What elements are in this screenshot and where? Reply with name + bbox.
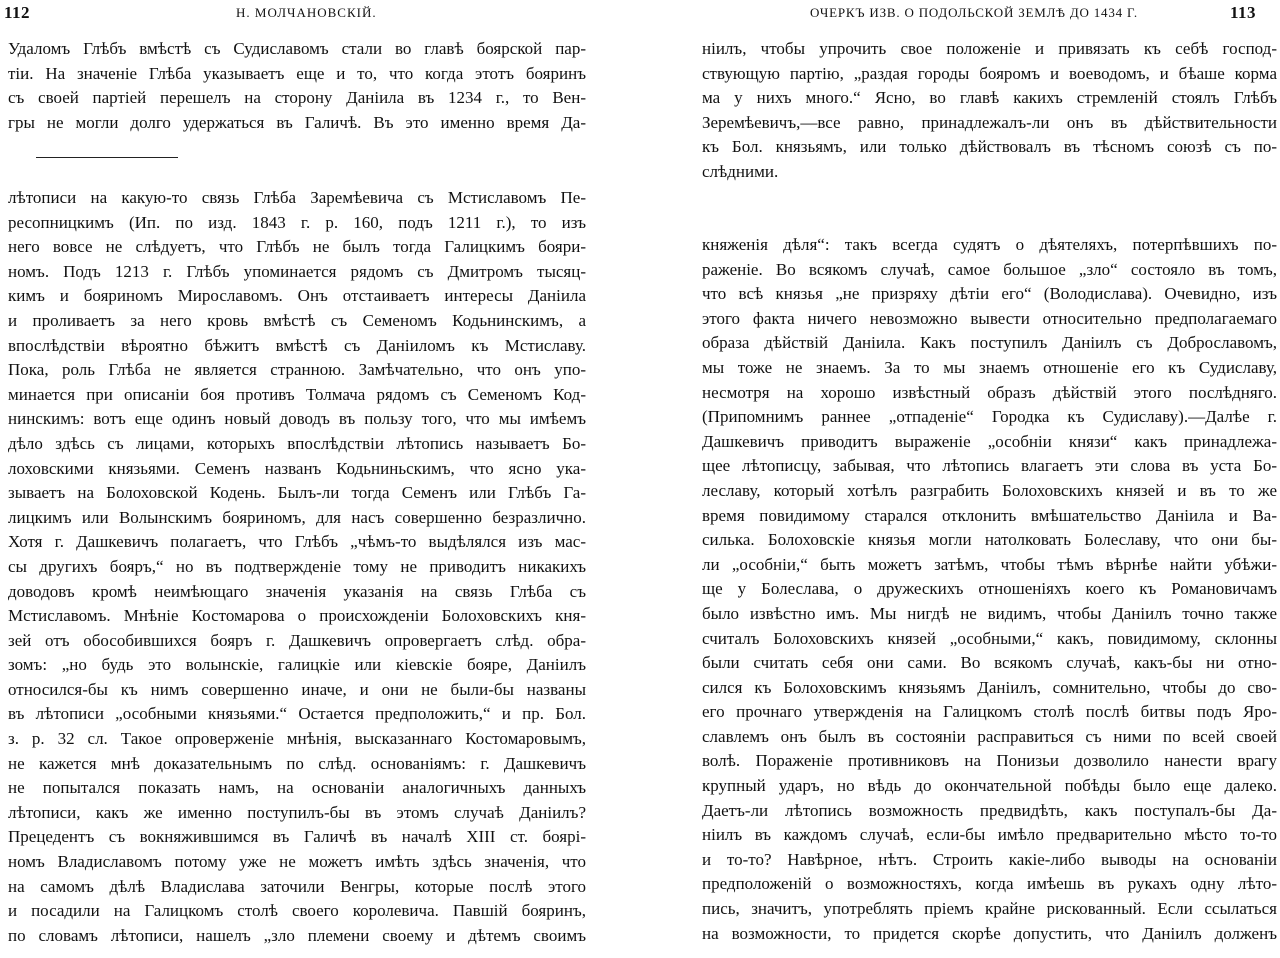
text-line: тіи. На значеніе Глѣба указываетъ еще и то, что когда этотъ бояринъ <box>8 63 586 83</box>
text-line: зываетъ на Болоховской Кодень. Былъ-ли тогда Семенъ или Глѣбъ Га- <box>8 483 586 503</box>
text-line: несмотря на хорошо извѣстный образъ дѣйствій этого послѣдняго. <box>702 382 1277 402</box>
text-line: сы другихъ бояръ,“ но въ подтвержденіе тому не приводитъ никакихъ <box>8 556 586 576</box>
text-line: зомъ: „но будь это волынскіе, галицкіе или кіевскіе бояре, Даніилъ <box>8 655 586 675</box>
text-line: дѣло здѣсь съ лицами, которыхъ впослѣдствіи лѣтопись называетъ Бо- <box>8 433 586 453</box>
text-line: номъ Владиславомъ потому уже не можетъ имѣть здѣсь значенія, что <box>8 852 586 872</box>
text-line: раженіе. Во всякомъ случаѣ, самое большое „зло“ состояло въ томъ, <box>702 259 1277 279</box>
text-line: Удаломъ Глѣбъ вмѣстѣ съ Судиславомъ стали во главѣ боярской пар- <box>8 39 586 58</box>
text-line: относился-бы къ нимъ совершенно иначе, и они не были-бы названы <box>8 679 586 699</box>
text-line: ресопницкимъ (Ип. по изд. 1843 г. р. 160, подъ 1211 г.), то изъ <box>8 212 586 232</box>
text-line: этого факта ничего невозможно вывести относительно предполагаемаго <box>702 308 1277 328</box>
text-line: Дашкевичъ приводитъ выраженіе „особніи князи“ какъ принадлежа- <box>702 431 1277 451</box>
text-line: зей отъ обособившихся бояръ г. Дашкевичъ опровергаетъ слѣд. обра- <box>8 630 586 650</box>
text-line: номъ. Подъ 1213 г. Глѣбъ упоминается рядомъ съ Дмитромъ тысяц- <box>8 261 586 281</box>
text-line: леславу, который хотѣлъ разграбить Болоховскихъ князей и въ то же <box>702 480 1277 500</box>
text-line: нинскимъ: вотъ еще одинъ новый доводъ въ пользу того, что мы имѣемъ <box>8 409 586 429</box>
text-line: кимъ и бояриномъ Мирославомъ. Онъ отстаиваетъ интересы Даніила <box>8 286 586 306</box>
text-line: въ лѣтописи „особными князьями.“ Остается предположить,“ и пр. Бол. <box>8 704 586 724</box>
text-line: ще у Болеслава, о дружескихъ отношеніяхъ коего къ Романовичамъ <box>702 579 1277 599</box>
text-line: Зеремѣевичъ,—все равно, принадлежалъ-ли онъ въ дѣйствительности <box>702 112 1277 132</box>
text-line: ли „особніи,“ быть можетъ затѣмъ, чтобы тѣмъ вѣрнѣе найти убѣжи- <box>702 554 1277 574</box>
text-line: и то-то? Навѣрное, нѣтъ. Строить какіе-либо выводы на основаніи <box>702 849 1277 869</box>
text-line: и проливаетъ за него кровь вмѣстѣ съ Семеномъ Кодьнинскимъ, а <box>8 310 586 330</box>
text-line: доводовъ кромѣ неимѣющаго значенія указанія на связь Глѣба съ <box>8 581 586 601</box>
text-line: лоховскими князьями. Семенъ названъ Кодьниньскимъ, что ясно ука- <box>8 458 586 478</box>
text-line: щее лѣтописцу, забывая, что лѣтопись влагаетъ эти слова въ уста Бо- <box>702 456 1277 476</box>
text-line: не кажется мнѣ доказательнымъ по слѣд. основаніямъ: г. Дашкевичъ <box>8 753 586 773</box>
text-line: пись, значитъ, употреблять пріемъ крайне рискованный. Если ссылаться <box>702 899 1277 919</box>
text-line: него вовсе не слѣдуетъ, что Глѣбъ не былъ тогда Галицкимъ бояри- <box>8 237 586 257</box>
text-line: Даетъ-ли лѣтопись возможность предвидѣть, какъ поступалъ-бы Да- <box>702 800 1277 820</box>
text-line: къ Бол. князьямъ, или только дѣйствовалъ въ тѣсномъ союзѣ съ по- <box>702 137 1277 157</box>
text-line: з. р. 32 сл. Такое опроверженіе мнѣнія, высказаннаго Костомаровымъ, <box>8 729 586 749</box>
text-line: на возможности, то придется скорѣе допустить, что Даніилъ долженъ <box>702 923 1277 943</box>
text-line: волѣ. Пораженіе противниковъ на Понизьи дозволило нанести врагу <box>702 751 1277 771</box>
text-line: не попытался показать намъ, на основаніи аналогичныхъ данныхъ <box>8 778 586 798</box>
text-line: было извѣстно имъ. Мы нигдѣ не видимъ, чтобы Даніилъ точно также <box>702 603 1277 623</box>
footnote-divider <box>36 157 178 158</box>
text-line: на самомъ дѣлѣ Владислава заточили Венгры, которые послѣ этого <box>8 876 586 896</box>
text-line: и посадили на Галицкомъ столѣ своего королевича. Павшій бояринъ, <box>8 901 586 921</box>
text-line: (Припомнимъ раннее „отпаденіе“ Городка къ Судиславу).—Далѣе г. <box>702 407 1277 427</box>
text-line: слѣдними. <box>702 161 779 181</box>
text-line: силька. Болоховскіе князья могли натолковать Болеславу, что они бы- <box>702 530 1277 550</box>
running-head: ОЧЕРКЪ ИЗВ. О ПОДОЛЬСКОЙ ЗЕМЛѢ ДО 1434 Г. <box>810 5 1138 20</box>
text-line: по словамъ лѣтописи, нашелъ „зло племени своему и дѣтемъ своимъ <box>8 925 586 945</box>
text-line: лѣтописи на какую-то связь Глѣба Заремѣевича съ Мстиславомъ Пе- <box>8 188 586 207</box>
text-line: были считать себя они сами. Во всякомъ случаѣ, какъ-бы ни отно- <box>702 653 1277 673</box>
footnote-text <box>8 186 586 948</box>
text-line: предположеній о возможностяхъ, когда имѣешь въ рукахъ одну лѣто- <box>702 874 1277 894</box>
text-line: Мстиславомъ. Мнѣніе Костомарова о происхожденіи Болоховскихъ кня- <box>8 606 586 626</box>
page-number: 113 <box>1229 3 1256 22</box>
text-line: что всѣ князья „не призряху дѣтіи его“ (Володислава). Очевидно, изъ <box>702 284 1277 304</box>
footnote-text <box>702 233 1277 946</box>
text-line: Пока, роль Глѣба не является странною. Замѣчательно, что онъ упо- <box>8 360 586 380</box>
text-line: гры не могли долго удержаться въ Галичѣ. Въ это именно время Да- <box>8 112 586 132</box>
running-head: Н. МОЛЧАНОВСКІЙ. <box>236 5 377 20</box>
text-line: княженія дѣля“: такъ всегда судятъ о дѣятеляхъ, потерпѣвшихъ по- <box>702 235 1277 254</box>
text-line: съ своей партіей перешелъ на сторону Даніила въ 1234 г., то Вен- <box>8 88 586 108</box>
text-line: крупный ударъ, но вѣдь до окончательной побѣды было еще далеко. <box>702 776 1277 796</box>
text-line: минается при описаніи боя противъ Толмача рядомъ съ Семеномъ Код- <box>8 384 586 404</box>
right-page <box>640 0 1280 958</box>
text-line: Хотя г. Дашкевичъ полагаетъ, что Глѣбъ „чѣмъ-то выдѣлялся изъ мас- <box>8 532 586 552</box>
text-line: его прочнаго утвержденія на Галицкомъ столѣ послѣ битвы подъ Яро- <box>702 702 1277 722</box>
text-line: лѣтописи, какъ же именно поступилъ-бы въ этомъ случаѣ Даніилъ? <box>8 802 586 822</box>
text-line: сился къ Болоховскимъ князьямъ Даніилъ, сомнительно, чтобы до сво- <box>702 677 1277 697</box>
main-text <box>702 37 1277 185</box>
text-line: образа дѣйствій Даніила. Какъ поступилъ Даніилъ съ Доброславомъ, <box>702 333 1277 353</box>
text-line: Прецедентъ съ вокняжившимся въ Галичѣ въ началѣ XIII ст. боярі- <box>8 827 586 847</box>
text-line: считалъ Болоховскихъ князей „особными,“ какъ, повидимому, склонны <box>702 628 1277 648</box>
text-line: ніилъ въ каждомъ случаѣ, если-бы имѣло предварительно мѣсто то-то <box>702 825 1277 845</box>
text-line: время повидимому старался отклонить вмѣшательство Даніила и Ва- <box>702 505 1277 525</box>
text-line: впослѣдствіи вѣроятно бѣжитъ вмѣстѣ съ Даніиломъ къ Мстиславу. <box>8 335 586 355</box>
text-line: ствующую партію, „раздая городы бояромъ и воеводомъ, и бѣаше корма <box>702 63 1277 83</box>
page-number: 112 <box>4 3 31 22</box>
text-line: лицкимъ или Волынскимъ бояриномъ, для насъ совершенно безразлично. <box>8 507 586 527</box>
text-line: мы тоже не знаемъ. За то мы знаемъ отношеніе его къ Судиславу, <box>702 357 1277 377</box>
text-line: ма у нихъ много.“ Ясно, во главѣ какихъ стремленій стоялъ Глѣбъ <box>702 88 1277 108</box>
text-line: славлемъ онъ былъ въ состояніи расправиться съ ними по всей своей <box>702 726 1277 746</box>
main-text <box>8 37 586 135</box>
text-line: ніилъ, чтобы упрочить свое положеніе и привязать къ себѣ господ- <box>702 39 1277 58</box>
